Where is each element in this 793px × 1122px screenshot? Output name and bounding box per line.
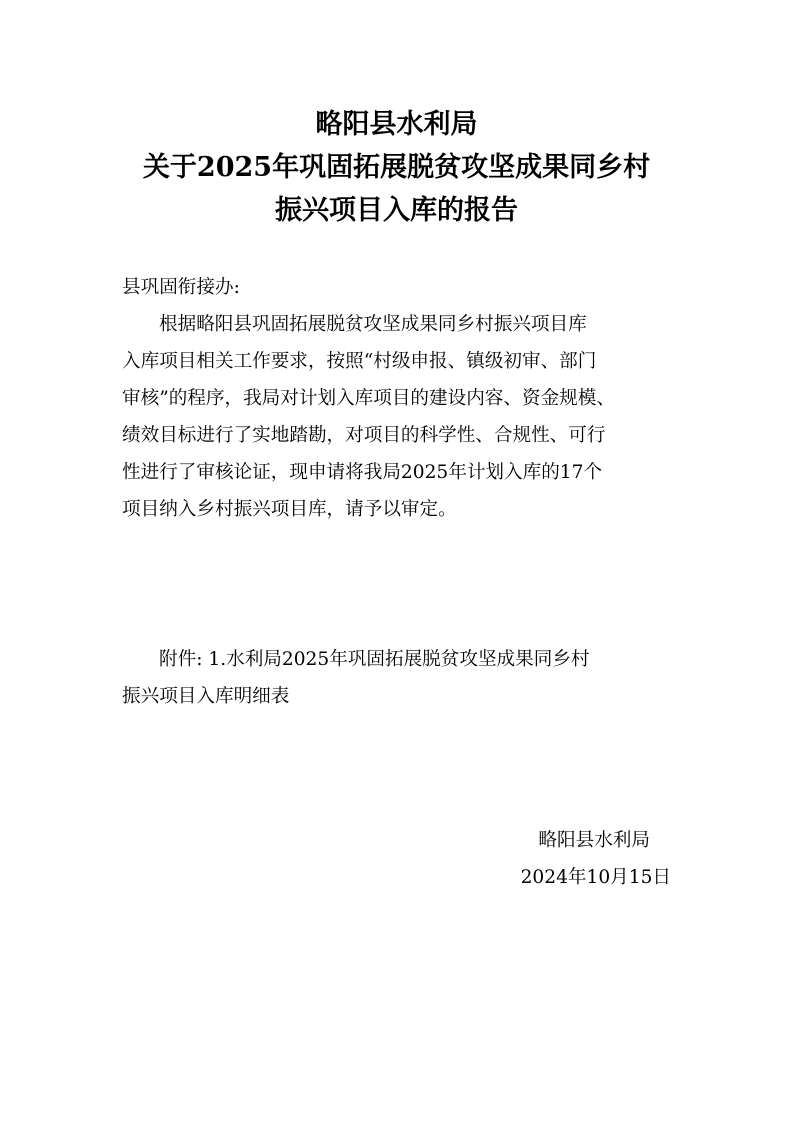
body-line-1: 根据略阳县巩固拓展脱贫攻坚成果同乡村振兴项目库 [159, 314, 587, 335]
signature-organization: 略阳县水利局 [538, 830, 650, 851]
body-paragraph [122, 306, 682, 528]
body-line-3: 审核”的程序，我局对计划入库项目的建设内容、资金规模、 [122, 388, 615, 409]
body-line-5: 性进行了审核论证，现申请将我局2025年计划入库的17个 [122, 462, 603, 483]
title-line-1: 略阳县水利局 [315, 109, 478, 140]
attachment-note [122, 641, 682, 715]
attachment-line-2: 振兴项目入库明细表 [122, 686, 290, 707]
attachment-line-1: 附件: 1.水利局2025年巩固拓展脱贫攻坚成果同乡村 [159, 649, 590, 670]
signature-date: 2024年10月15日 [520, 867, 671, 888]
addressee: 县巩固衔接办: [122, 277, 240, 298]
document-title [0, 103, 793, 232]
title-line-3: 振兴项目入库的报告 [275, 195, 518, 226]
body-line-4: 绩效目标进行了实地踏勘，对项目的科学性、合规性、可行 [122, 425, 606, 446]
title-line-2: 关于2025年巩固拓展脱贫攻坚成果同乡村 [142, 152, 651, 183]
body-line-2: 入库项目相关工作要求，按照“村级申报、镇级初审、部门 [122, 351, 597, 372]
body-line-6: 项目纳入乡村振兴项目库，请予以审定。 [122, 499, 457, 520]
